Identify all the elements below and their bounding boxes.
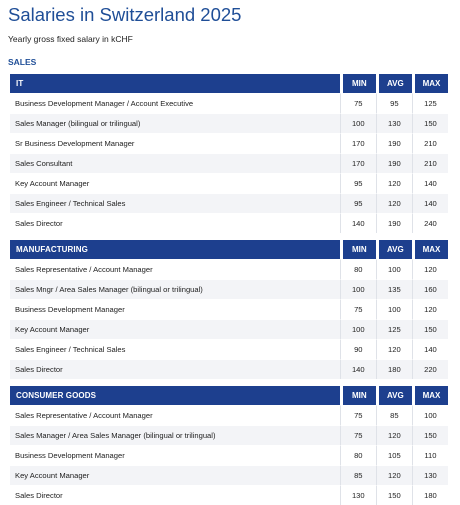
table-row (10, 259, 448, 279)
min-salary-cell: 140 (340, 359, 376, 379)
avg-salary-cell: 190 (376, 213, 412, 233)
max-salary-cell: 140 (412, 339, 448, 359)
min-salary-cell: 100 (340, 319, 376, 339)
table-row (10, 93, 448, 113)
table-row (10, 193, 448, 213)
page-subtitle: Yearly gross fixed salary in kCHF (8, 34, 133, 44)
avg-salary-cell: 120 (376, 339, 412, 359)
job-title-cell: Sr Business Development Manager (10, 133, 340, 153)
avg-salary-cell: 190 (376, 133, 412, 153)
table-row (10, 405, 448, 425)
table-row (10, 133, 448, 153)
min-salary-cell: 140 (340, 213, 376, 233)
max-salary-cell: 100 (412, 405, 448, 425)
max-salary-cell: 240 (412, 213, 448, 233)
job-title-cell: Sales Director (10, 485, 340, 505)
column-header-min: MIN (340, 386, 376, 405)
table-row (10, 319, 448, 339)
max-salary-cell: 150 (412, 113, 448, 133)
table-header-row (10, 386, 448, 405)
table-row (10, 279, 448, 299)
min-salary-cell: 85 (340, 465, 376, 485)
salary-tables (8, 68, 452, 505)
job-title-cell: Sales Representative / Account Manager (10, 259, 340, 279)
job-title-cell: Key Account Manager (10, 319, 340, 339)
min-salary-cell: 95 (340, 173, 376, 193)
table-header-row (10, 240, 448, 259)
table-row (10, 359, 448, 379)
max-salary-cell: 120 (412, 259, 448, 279)
column-header-avg: AVG (376, 240, 412, 259)
table-row (10, 213, 448, 233)
max-salary-cell: 125 (412, 93, 448, 113)
table-row (10, 445, 448, 465)
salary-table-consumer-goods (10, 386, 448, 505)
job-title-cell: Sales Engineer / Technical Sales (10, 339, 340, 359)
min-salary-cell: 75 (340, 93, 376, 113)
avg-salary-cell: 120 (376, 193, 412, 213)
avg-salary-cell: 125 (376, 319, 412, 339)
column-header-avg: AVG (376, 386, 412, 405)
table-spacer (8, 379, 452, 386)
min-salary-cell: 170 (340, 133, 376, 153)
max-salary-cell: 150 (412, 319, 448, 339)
min-salary-cell: 100 (340, 113, 376, 133)
max-salary-cell: 140 (412, 193, 448, 213)
max-salary-cell: 110 (412, 445, 448, 465)
max-salary-cell: 210 (412, 153, 448, 173)
table-header-row (10, 74, 448, 93)
table-row (10, 425, 448, 445)
avg-salary-cell: 100 (376, 259, 412, 279)
max-salary-cell: 140 (412, 173, 448, 193)
job-title-cell: Sales Manager (bilingual or trilingual) (10, 113, 340, 133)
job-title-cell: Business Development Manager (10, 445, 340, 465)
table-row (10, 299, 448, 319)
avg-salary-cell: 105 (376, 445, 412, 465)
avg-salary-cell: 150 (376, 485, 412, 505)
column-header-max: MAX (412, 386, 448, 405)
salary-table-manufacturing (10, 240, 448, 379)
job-title-cell: Sales Representative / Account Manager (10, 405, 340, 425)
column-header-avg: AVG (376, 74, 412, 93)
industry-heading: MANUFACTURING (10, 240, 340, 259)
job-title-cell: Sales Director (10, 359, 340, 379)
section-label: SALES (8, 57, 37, 67)
job-title-cell: Key Account Manager (10, 465, 340, 485)
max-salary-cell: 120 (412, 299, 448, 319)
table-row (10, 113, 448, 133)
max-salary-cell: 220 (412, 359, 448, 379)
job-title-cell: Business Development Manager / Account Executive (10, 93, 340, 113)
page-title: Salaries in Switzerland 2025 (8, 4, 242, 25)
avg-salary-cell: 100 (376, 299, 412, 319)
table-row (10, 485, 448, 505)
job-title-cell: Sales Engineer / Technical Sales (10, 193, 340, 213)
min-salary-cell: 95 (340, 193, 376, 213)
avg-salary-cell: 180 (376, 359, 412, 379)
avg-salary-cell: 135 (376, 279, 412, 299)
job-title-cell: Key Account Manager (10, 173, 340, 193)
job-title-cell: Sales Mngr / Area Sales Manager (bilingual or trilingual) (10, 279, 340, 299)
job-title-cell: Business Development Manager (10, 299, 340, 319)
column-header-min: MIN (340, 74, 376, 93)
column-header-min: MIN (340, 240, 376, 259)
max-salary-cell: 210 (412, 133, 448, 153)
min-salary-cell: 90 (340, 339, 376, 359)
avg-salary-cell: 120 (376, 173, 412, 193)
table-spacer (8, 233, 452, 240)
max-salary-cell: 130 (412, 465, 448, 485)
min-salary-cell: 170 (340, 153, 376, 173)
avg-salary-cell: 130 (376, 113, 412, 133)
avg-salary-cell: 85 (376, 405, 412, 425)
max-salary-cell: 150 (412, 425, 448, 445)
min-salary-cell: 100 (340, 279, 376, 299)
industry-heading: CONSUMER GOODS (10, 386, 340, 405)
table-row (10, 339, 448, 359)
table-row (10, 465, 448, 485)
min-salary-cell: 80 (340, 259, 376, 279)
min-salary-cell: 75 (340, 425, 376, 445)
table-row (10, 173, 448, 193)
avg-salary-cell: 120 (376, 425, 412, 445)
avg-salary-cell: 190 (376, 153, 412, 173)
column-header-max: MAX (412, 240, 448, 259)
column-header-max: MAX (412, 74, 448, 93)
avg-salary-cell: 120 (376, 465, 412, 485)
max-salary-cell: 180 (412, 485, 448, 505)
table-row (10, 153, 448, 173)
job-title-cell: Sales Director (10, 213, 340, 233)
min-salary-cell: 80 (340, 445, 376, 465)
min-salary-cell: 75 (340, 299, 376, 319)
min-salary-cell: 130 (340, 485, 376, 505)
job-title-cell: Sales Consultant (10, 153, 340, 173)
min-salary-cell: 75 (340, 405, 376, 425)
salary-table-it (10, 74, 448, 233)
max-salary-cell: 160 (412, 279, 448, 299)
industry-heading: IT (10, 74, 340, 93)
avg-salary-cell: 95 (376, 93, 412, 113)
job-title-cell: Sales Manager / Area Sales Manager (bilingual or trilingual) (10, 425, 340, 445)
